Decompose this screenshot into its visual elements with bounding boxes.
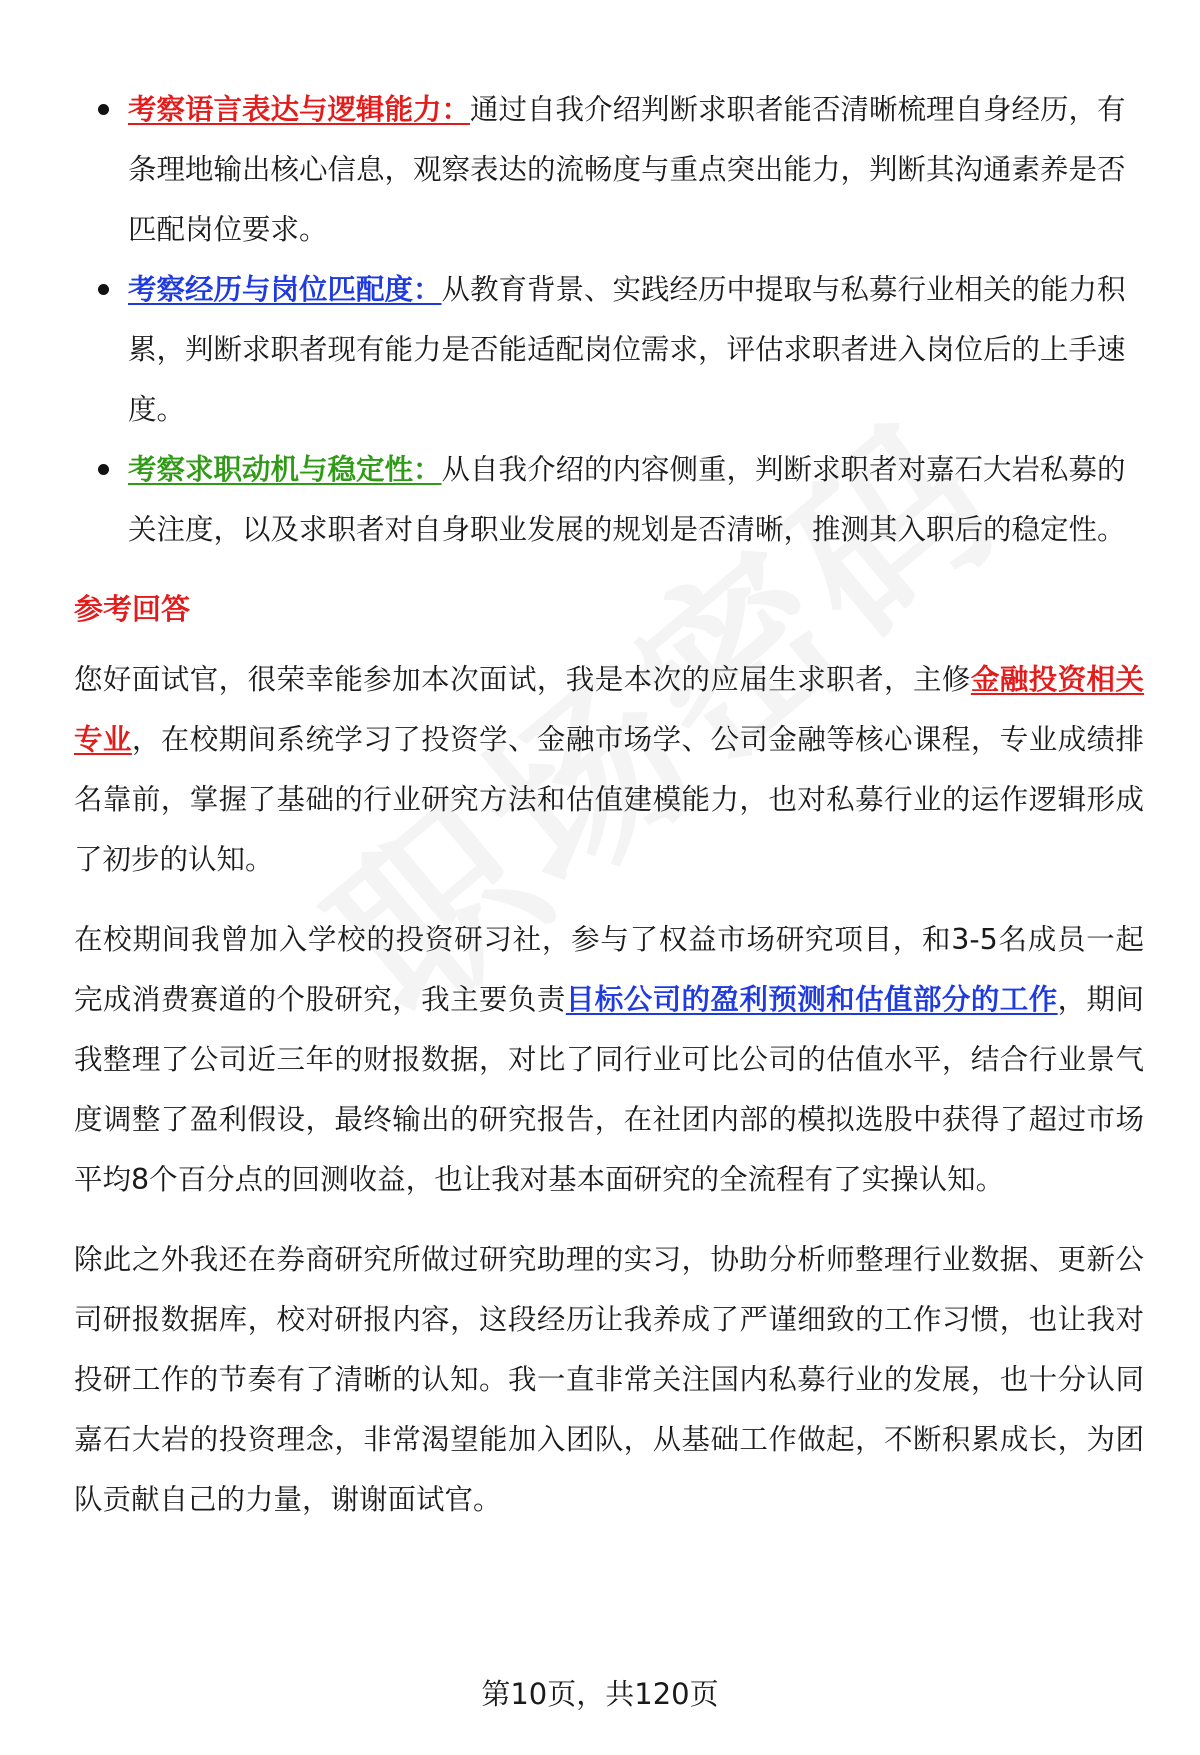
bullet-keyword-motivation: 考察求职动机与稳定性：	[128, 453, 442, 486]
paragraph-text: ，期间我整理了公司近三年的财报数据，对比了同行业可比公司的估值水平，结合行业景气度调整了盈利假设，最终输出的研究报告，在社团内部的模拟选股中获得了超过市场平均8个百分点的回测收益，也让我对基本面研究的全流程有了实操认知。	[74, 983, 1144, 1196]
assessment-list	[74, 80, 1144, 560]
list-item	[74, 260, 1144, 440]
bullet-text: 从教育背景、实践经历中提取与私募行业相关的能力积累，判断求职者现有能力是否能适配岗位需求，评估求职者进入岗位后的上手速度。	[128, 273, 1126, 426]
paragraph-text: 在校期间我曾加入学校的投资研习社，参与了权益市场研究项目，和3-5名成员一起完成消费赛道的个股研究，我主要负责	[74, 923, 1144, 1016]
bullet-keyword-language: 考察语言表达与逻辑能力：	[128, 93, 471, 126]
bullet-keyword-experience: 考察经历与岗位匹配度：	[128, 273, 442, 306]
list-item	[74, 440, 1144, 560]
list-item	[74, 80, 1144, 260]
paragraph-text: ，在校期间系统学习了投资学、金融市场学、公司金融等核心课程，专业成绩排名靠前，掌握了基础的行业研究方法和估值建模能力，也对私募行业的运作逻辑形成了初步的认知。	[74, 723, 1144, 876]
section-title: 参考回答	[74, 592, 191, 626]
document-body	[74, 80, 1144, 1530]
highlight-responsibility: 目标公司的盈利预测和估值部分的工作	[565, 983, 1058, 1016]
answer-paragraph-1	[74, 650, 1144, 890]
answer-paragraph-3: 除此之外我还在券商研究所做过研究助理的实习，协助分析师整理行业数据、更新公司研报数据库，校对研报内容，这段经历让我养成了严谨细致的工作习惯，也让我对投研工作的节奏有了清晰的认知。我一直非常关注国内私募行业的发展，也十分认同嘉石大岩的投资理念，非常渴望能加入团队，从基础工作做起，不断积累成长，为团队贡献自己的力量，谢谢面试官。	[74, 1243, 1144, 1516]
bullet-text: 从自我介绍的内容侧重，判断求职者对嘉石大岩私募的关注度，以及求职者对自身职业发展的规划是否清晰，推测其入职后的稳定性。	[128, 453, 1126, 546]
paragraph-text: 您好面试官，很荣幸能参加本次面试，我是本次的应届生求职者，主修	[74, 663, 971, 696]
bullet-text: 通过自我介绍判断求职者能否清晰梳理自身经历，有条理地输出核心信息，观察表达的流畅度与重点突出能力，判断其沟通素养是否匹配岗位要求。	[128, 93, 1126, 246]
answer-paragraph-2	[74, 910, 1144, 1210]
page-number: 第10页，共120页	[481, 1677, 719, 1711]
highlight-major: 金融投资相关专业	[74, 663, 1144, 756]
